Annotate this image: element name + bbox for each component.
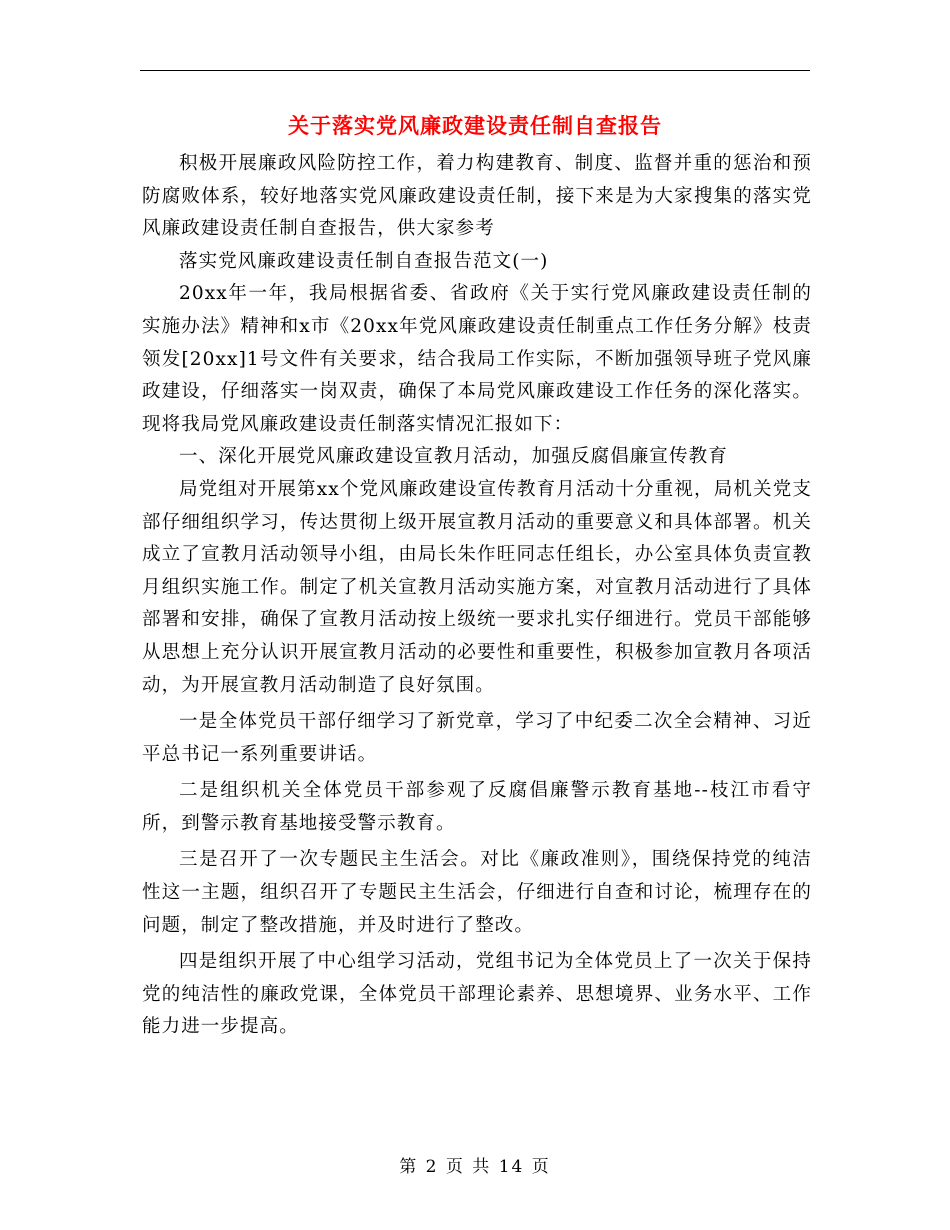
- header-rule: [140, 70, 810, 71]
- page-number: 第 2 页 共 14 页: [399, 1157, 551, 1177]
- section-heading-sample: 落实党风廉政建设责任制自查报告范文(一): [179, 250, 549, 272]
- intro-paragraph: 积极开展廉政风险防控工作，着力构建教育、制度、监督并重的惩治和预防腐败体系，较好地落实党风廉政建设责任制，接下来是为大家搜集的落实党风廉政建设责任制自查报告，供大家参考: [142, 153, 812, 240]
- section-heading-1: 一、深化开展党风廉政建设宣教月活动，加强反腐倡廉宣传教育: [179, 446, 728, 468]
- list-item-1: 一是全体党员干部仔细学习了新党章，学习了中纪委二次全会精神、习近平总书记一系列重要讲话。: [142, 711, 812, 765]
- document-title: 关于落实党风廉政建设责任制自查报告: [288, 113, 662, 138]
- list-item-3: 三是召开了一次专题民主生活会。对比《廉政准则》，围绕保持党的纯洁性这一主题，组织召开了专题民主生活会，仔细进行自查和讨论，梳理存在的问题，制定了整改措施，并及时进行了整改。: [142, 849, 812, 936]
- list-item-4: 四是组织开展了中心组学习活动，党组书记为全体党员上了一次关于保持党的纯洁性的廉政党课，全体党员干部理论素养、思想境界、业务水平、工作能力进一步提高。: [142, 951, 812, 1038]
- list-item-2: 二是组织机关全体党员干部参观了反腐倡廉警示教育基地--枝江市看守所，到警示教育基地接受警示教育。: [142, 780, 812, 834]
- body-paragraph: 20xx年一年，我局根据省委、省政府《关于实行党风廉政建设责任制的实施办法》精神和x市《20xx年党风廉政建设责任制重点工作任务分解》枝责领发[20xx]1号文件有关要求，结合我局工作实际，不断加强领导班子党风廉政建设，仔细落实一岗双责，确保了本局党风廉政建设工作任务的深化落实。现将我局党风廉政建设责任制落实情况汇报如下：: [142, 283, 812, 435]
- document-body: [142, 148, 812, 1044]
- body-paragraph: 局党组对开展第xx个党风廉政建设宣传教育月活动十分重视，局机关党支部仔细组织学习，传达贯彻上级开展宣教月活动的重要意义和具体部署。机关成立了宣教月活动领导小组，由局长朱作旺同志任组长，办公室具体负责宣教月组织实施工作。制定了机关宣教月活动实施方案，对宣教月活动进行了具体部署和安排，确保了宣教月活动按上级统一要求扎实仔细进行。党员干部能够从思想上充分认识开展宣教月活动的必要性和重要性，积极参加宣教月各项活动，为开展宣教月活动制造了良好氛围。: [142, 478, 812, 696]
